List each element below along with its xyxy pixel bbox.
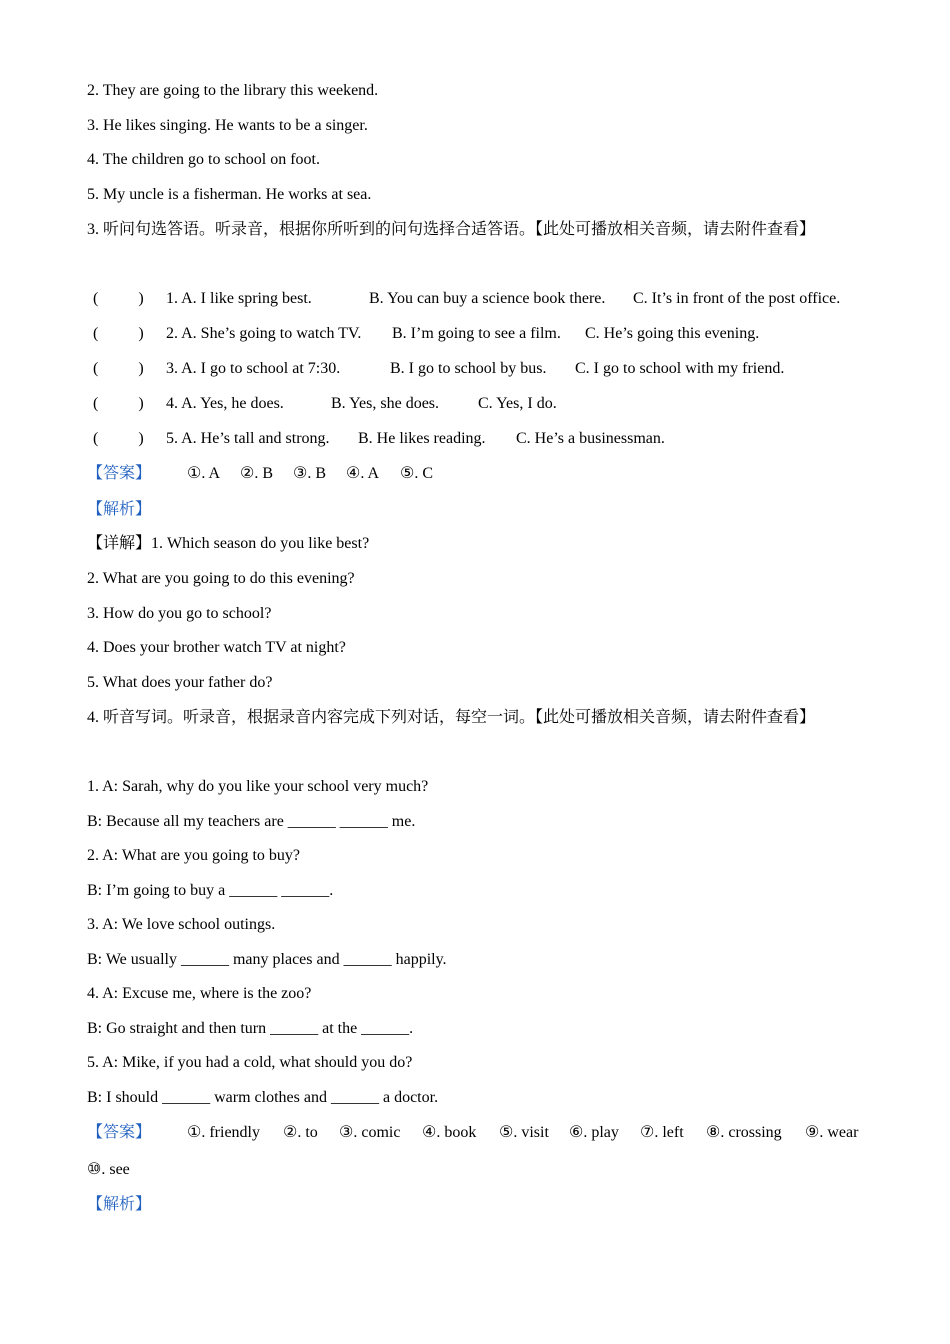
option-a: 1. A. I like spring best. [166, 290, 312, 307]
question-row [87, 324, 760, 344]
option-b: B. Yes, she does. [331, 395, 440, 412]
option-b: B. You can buy a science book there. [369, 290, 606, 307]
detail-line: 3. How do you go to school? [87, 605, 272, 622]
option-c: C. It’s in front of the post office. [633, 290, 841, 307]
answer-item: ①. friendly [187, 1124, 260, 1141]
option-c: C. He’s going this evening. [585, 325, 760, 342]
answer-item: ⑨. wear [805, 1124, 859, 1141]
section2-line: 5. My uncle is a fisherman. He works at sea. [87, 186, 372, 203]
answer-item: ⑩. see [87, 1161, 130, 1178]
answer-paren: ( ) [93, 290, 144, 307]
detail-line: 4. Does your brother watch TV at night? [87, 639, 346, 656]
section4-title: 4. 听音写词。听录音，根据录音内容完成下列对话，每空一词。【此处可播放相关音频，请去附件查看】 [87, 709, 816, 726]
answer-item: ③. comic [339, 1124, 401, 1141]
answer-label: 【答案】 [87, 1124, 152, 1141]
answer-row [87, 1123, 859, 1143]
answer-item: ⑧. crossing [706, 1124, 782, 1141]
answer-item: ④. book [422, 1124, 477, 1141]
answer-item: ⑦. left [640, 1124, 684, 1141]
option-c: C. He’s a businessman. [516, 430, 665, 447]
question-row [87, 429, 665, 449]
dialog-line: 3. A: We love school outings. [87, 916, 276, 933]
section2-line: 4. The children go to school on foot. [87, 151, 320, 168]
question-row [87, 289, 841, 309]
section3-title: 3. 听问句选答语。听录音，根据你所听到的问句选择合适答语。【此处可播放相关音频，请去附件查看】 [87, 221, 816, 238]
analysis-label: 【解析】 [87, 1196, 152, 1213]
question-row [87, 394, 557, 414]
section2-line: 2. They are going to the library this weekend. [87, 82, 379, 99]
option-b: B. I’m going to see a film. [392, 325, 561, 342]
detail-line: 5. What does your father do? [87, 674, 273, 691]
option-a: 4. A. Yes, he does. [166, 395, 284, 412]
answer-item: ⑥. play [569, 1124, 619, 1141]
answer-item: ⑤. visit [499, 1124, 549, 1141]
dialog-line: 5. A: Mike, if you had a cold, what should you do? [87, 1054, 413, 1071]
detail-line: 2. What are you going to do this evening? [87, 570, 355, 587]
dialog-line: B: Go straight and then turn ______ at the ______. [87, 1020, 414, 1037]
dialog-line: B: I’m going to buy a ______ ______. [87, 882, 334, 899]
answer-paren: ( ) [93, 430, 144, 447]
answer-row [87, 464, 434, 484]
analysis-label: 【解析】 [87, 501, 152, 518]
option-a: 2. A. She’s going to watch TV. [166, 325, 362, 342]
dialog-line: B: I should ______ warm clothes and ______ a doctor. [87, 1089, 439, 1106]
dialog-line: B: Because all my teachers are ______ ______ me. [87, 813, 416, 830]
option-c: C. I go to school with my friend. [575, 360, 785, 377]
answer-item: ⑤. C [400, 465, 434, 482]
answer-item: ③. B [293, 465, 327, 482]
option-a: 3. A. I go to school at 7:30. [166, 360, 341, 377]
answer-item: ②. to [283, 1124, 318, 1141]
section2-line: 3. He likes singing. He wants to be a singer. [87, 117, 368, 134]
dialog-line: B: We usually ______ many places and ______ happily. [87, 951, 447, 968]
detail-line: 【详解】1. Which season do you like best? [87, 535, 370, 552]
answer-paren: ( ) [93, 325, 144, 342]
option-c: C. Yes, I do. [478, 395, 557, 412]
answer-paren: ( ) [93, 395, 144, 412]
dialog-line: 1. A: Sarah, why do you like your school very much? [87, 778, 429, 795]
answer-label: 【答案】 [87, 465, 152, 482]
option-b: B. He likes reading. [358, 430, 486, 447]
answer-item: ②. B [240, 465, 274, 482]
question-row [87, 359, 785, 379]
answer-item: ④. A [346, 465, 380, 482]
option-b: B. I go to school by bus. [390, 360, 547, 377]
answer-item: ①. A [187, 465, 221, 482]
dialog-line: 2. A: What are you going to buy? [87, 847, 300, 864]
answer-paren: ( ) [93, 360, 144, 377]
option-a: 5. A. He’s tall and strong. [166, 430, 330, 447]
dialog-line: 4. A: Excuse me, where is the zoo? [87, 985, 312, 1002]
